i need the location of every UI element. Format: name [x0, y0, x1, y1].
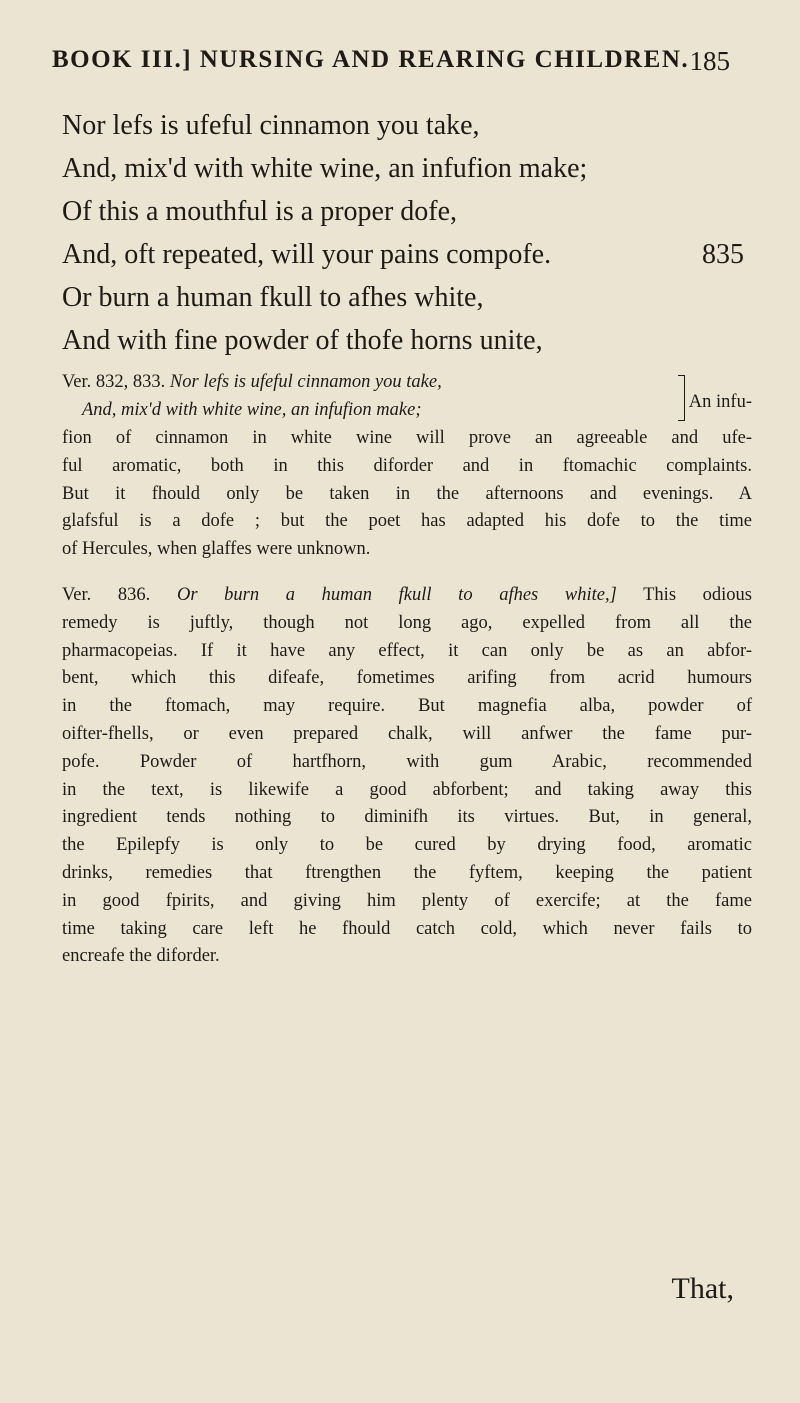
verse-text: Nor lefs is ufeful cinnamon you take, [62, 110, 480, 141]
note-text: An infu- [688, 392, 752, 412]
verse-text: And with fine powder of thofe horns unite, [62, 325, 543, 356]
note-line: the Epilepfy is only to be cured by drying food, aromatic [62, 835, 752, 856]
note-line [62, 369, 676, 397]
note-line: encreafe the diforder. [62, 946, 220, 967]
note-reference: Ver. 832, 833. [62, 372, 166, 392]
note-line: ingredient tends nothing to diminifh its virtues. But, in general, [62, 807, 752, 828]
verse-block [62, 104, 752, 362]
note-reference: Ver. 836. [62, 584, 151, 605]
verse-line [62, 190, 752, 233]
brace-mark [678, 375, 685, 421]
line-number: 835 [702, 239, 744, 270]
running-title: BOOK III.] NURSING AND REARING CHILDREN. [52, 46, 690, 73]
note-line: bent, which this difeafe, fometimes arifing from acrid humours [62, 668, 752, 689]
note-line: oifter-fhells, or even prepared chalk, will anfwer the fame pur- [62, 723, 752, 744]
note-line [62, 582, 752, 610]
note-line: in the text, is likewife a good abforbent; and taking away this [62, 779, 752, 800]
note-opening [62, 369, 752, 425]
verse-text: And, mix'd with white wine, an infufion make; [62, 153, 588, 184]
note-line: pharmacopeias. If it have any effect, it can only be as an abfor- [62, 640, 752, 661]
note-quote: Nor lefs is ufeful cinnamon you take, [169, 372, 442, 392]
running-header [52, 46, 730, 74]
footnotes [62, 369, 752, 989]
verse-line [62, 147, 752, 190]
note-line: pofe. Powder of hartfhorn, with gum Arabic, recommended [62, 751, 752, 772]
verse-line [62, 104, 752, 147]
note-quote: Or burn a human fkull to afhes white,] [176, 584, 617, 605]
verse-line [62, 233, 752, 276]
note-line: But it fhould only be taken in the afternoons and evenings. A [62, 483, 752, 504]
page-number: 185 [689, 46, 730, 76]
verse-line [62, 276, 752, 319]
verse-text: Or burn a human fkull to afhes white, [62, 282, 484, 313]
note-line: glafsful is a dofe ; but the poet has adapted his dofe to the time [62, 511, 752, 532]
note-line: in the ftomach, may require. But magnefia alba, powder of [62, 696, 752, 717]
note-832-833 [62, 369, 752, 564]
note-quote: And, mix'd with white wine, an infufion make; [82, 399, 422, 420]
verse-text: Of this a mouthful is a proper dofe, [62, 196, 458, 227]
note-text: This odious [643, 584, 752, 605]
note-line: time taking care left he fhould catch cold, which never fails to [62, 918, 752, 939]
verse-text: And, oft repeated, will your pains compofe. [62, 239, 552, 270]
note-line: remedy is juftly, though not long ago, expelled from all the [62, 612, 752, 633]
note-line: in good fpirits, and giving him plenty of exercife; at the fame [62, 890, 752, 911]
note-836 [62, 582, 752, 971]
note-line: of Hercules, when glaffes were unknown. [62, 539, 371, 560]
note-line: fion of cinnamon in white wine will prove an agreeable and ufe- [62, 428, 752, 448]
note-line: drinks, remedies that ftrengthen the fyftem, keeping the patient [62, 862, 752, 883]
note-line [62, 397, 676, 425]
note-line: ful aromatic, both in this diforder and in ftomachic complaints. [62, 455, 752, 476]
verse-line [62, 319, 752, 362]
catchword: That, [671, 1272, 734, 1305]
